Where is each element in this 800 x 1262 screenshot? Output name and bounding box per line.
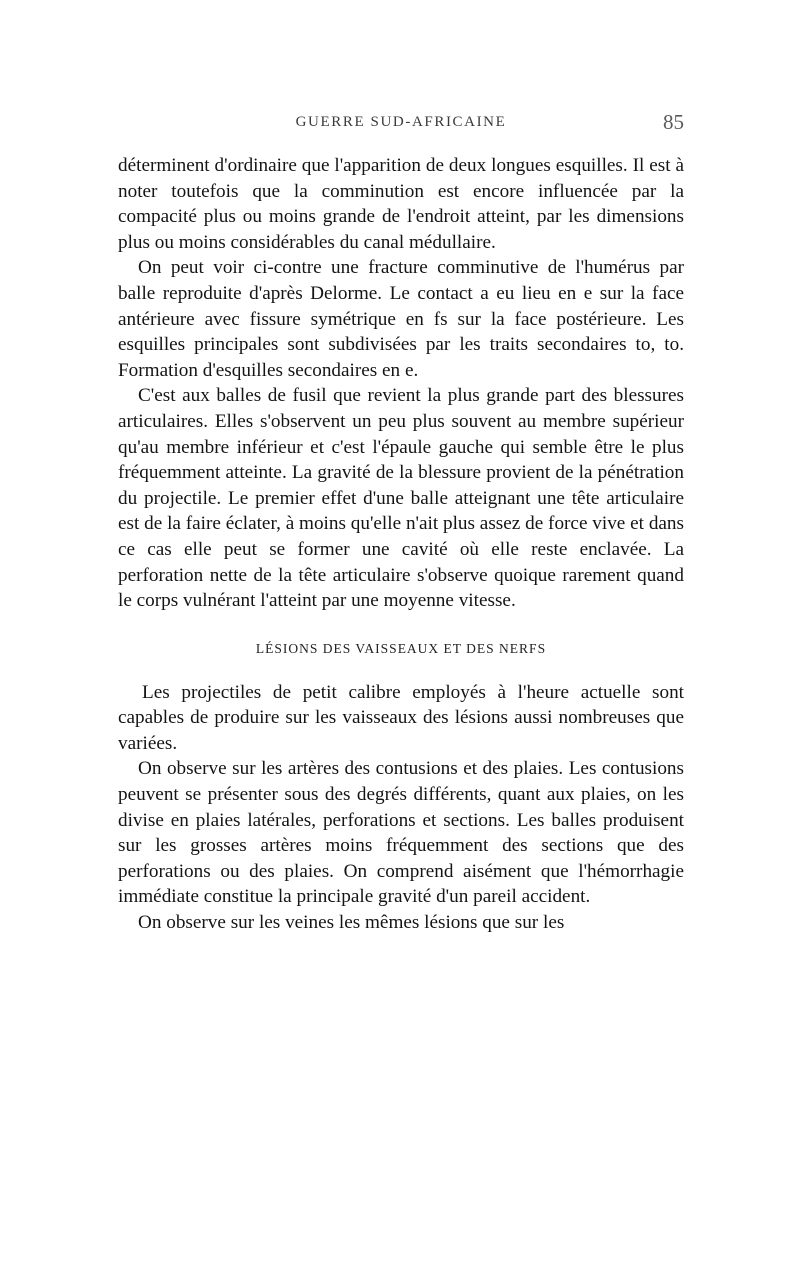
paragraph-3: C'est aux balles de fusil que revient la plus grande part des blessures articulaires. Elles s'observent un peu plus souvent au membre supérieur qu'au membre inférieur et c'est l'épaule gauche qui semble être le plus fréquemment atteinte. La gravité de la blessure provient de la pénétration du projectile. Le premier effet d'une balle atteignant une tête articulaire est de la faire éclater, à moins qu'elle n'ait plus assez de force vive et dans ce cas elle peut se former une cavité où elle reste enclavée. La perforation nette de la tête articulaire s'observe quoique rarement quand le corps vulnérant l'atteint par une moyenne vitesse. [118,385,684,612]
section-paragraph-2: On observe sur les artères des contusions et des plaies. Les contusions peuvent se présenter sous des degrés différents, quant aux plaies, on les divise en plaies latérales, perforations et sections. Les balles produisent sur les grosses artères moins fréquemment des sections que des perforations ou des plaies. On comprend aisément que l'hémorrhagie immédiate constitue la principale gravité d'un pareil accident. [118,758,684,908]
running-title: GUERRE SUD-AFRICAINE [295,114,507,130]
section-paragraph-1: Les projectiles de petit calibre employés à l'heure actuelle sont capables de produire sur les vaisseaux des lésions aussi nombreuses que variées. [118,681,684,754]
paragraph-1: déterminent d'ordinaire que l'apparition de deux longues esquilles. Il est à noter toutefois que la comminution est encore influencée par la compacité plus ou moins grande de l'endroit atteint, par les dimensions plus ou moins considérables du canal médullaire. [118,155,684,253]
body-text [118,153,684,936]
running-header [118,110,684,138]
section-heading: LÉSIONS DES VAISSEAUX ET DES NERFS [255,640,547,656]
section-paragraph-3: On observe sur les veines les mêmes lésions que sur les [138,912,565,934]
page-number: 85 [663,110,684,134]
paragraph-2: On peut voir ci-contre une fracture comminutive de l'humérus par balle reproduite d'après Delorme. Le contact a eu lieu en e sur la face antérieure avec fissure symétrique en fs sur la face postérieure. Les esquilles principales sont subdivisées par les traits secondaires to, to. Formation d'esquilles secondaires en e. [118,257,684,381]
